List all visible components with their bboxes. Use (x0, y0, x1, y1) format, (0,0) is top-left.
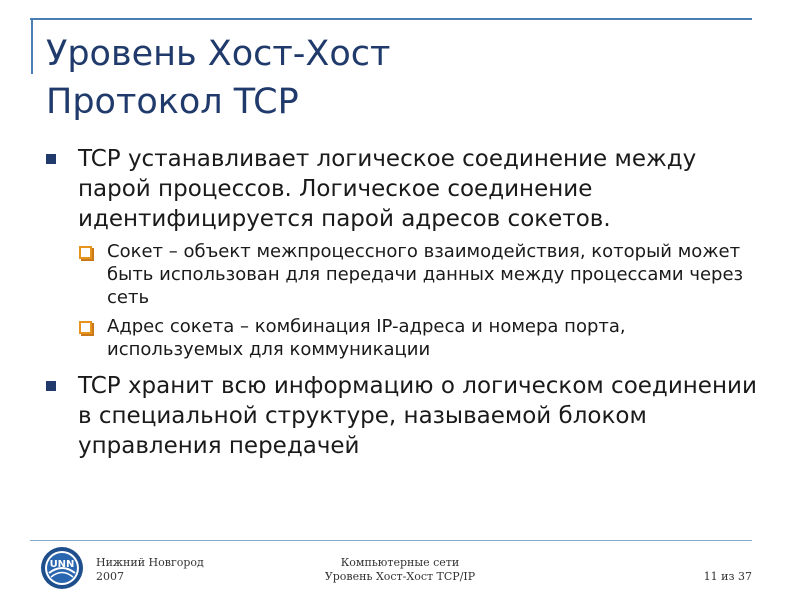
checkbox-bullet-icon (79, 321, 92, 334)
title-line-2: Протокол TCP (46, 82, 299, 122)
slide-title (46, 30, 746, 126)
footer-city: Нижний Новгород (96, 556, 204, 569)
sub-bullet-2-text: Адрес сокета – комбинация IP-адреса и номера порта, используемых для коммуникации (107, 316, 626, 360)
sub-bullet-1-text: Сокет – объект межпроцессного взаимодействия, который может быть использован для передачи данных между процессами через сеть (107, 241, 744, 308)
top-rule (30, 18, 752, 20)
checkbox-bullet-icon (79, 246, 92, 259)
bullet-1 (46, 144, 766, 234)
sub-bullet-1 (46, 240, 766, 309)
bullet-2 (46, 371, 766, 461)
slide-content (46, 144, 766, 467)
footer-left (96, 556, 204, 584)
square-bullet-icon (46, 381, 56, 391)
square-bullet-icon (46, 154, 56, 164)
footer-center (300, 556, 500, 584)
bullet-1-text: TCP устанавливает логическое соединение между парой процессов. Логическое соединение идентифицируется парой адресов сокетов. (78, 146, 697, 232)
footer-course: Компьютерные сети (340, 556, 460, 569)
sub-bullet-2 (46, 315, 766, 361)
footer-rule (30, 540, 752, 541)
footer-topic: Уровень Хост-Хост TCP/IP (324, 570, 476, 583)
footer-year: 2007 (96, 570, 124, 583)
logo-letters: UNN (49, 559, 75, 570)
page-number: 11 из 37 (703, 570, 752, 583)
university-logo-icon (40, 546, 84, 590)
bullet-2-text: TCP хранит всю информацию о логическом соединении в специальной структуре, называемой блоком управления передачей (78, 373, 757, 459)
title-line-1: Уровень Хост-Хост (46, 34, 391, 74)
left-rule (31, 18, 33, 74)
